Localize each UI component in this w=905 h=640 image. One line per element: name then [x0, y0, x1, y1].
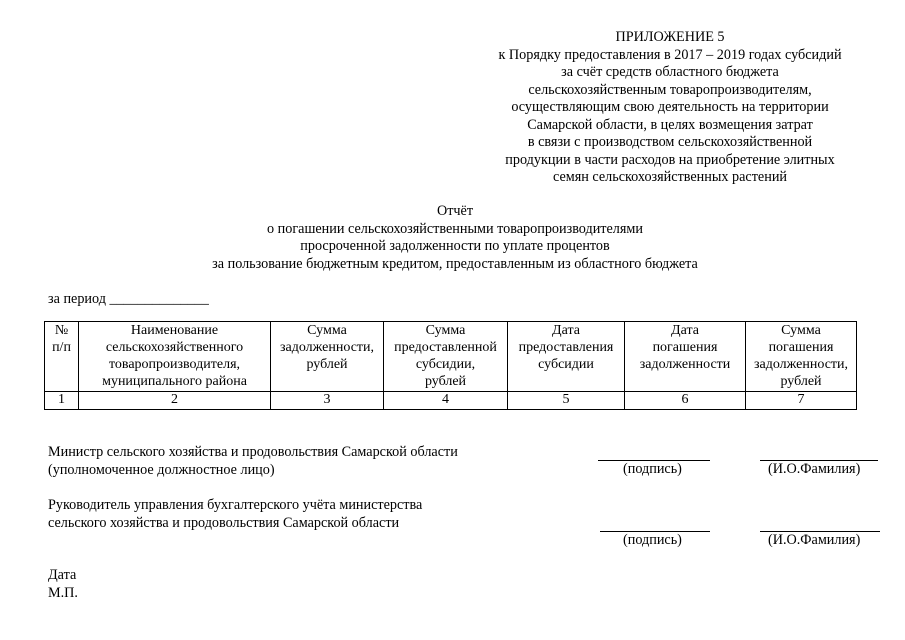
header-text: субсидии,: [415, 357, 476, 372]
header-text: погашения: [768, 340, 834, 355]
column-number: 3: [271, 392, 384, 410]
column-number: 7: [746, 392, 857, 410]
signatory-line: Министр сельского хозяйства и продовольствия Самарской области: [48, 444, 458, 460]
report-table: [44, 321, 857, 410]
period-blank: ______________: [109, 291, 209, 307]
header-text: п/п: [52, 340, 71, 355]
report-title-line: за пользование бюджетным кредитом, предоставленным из областного бюджета: [212, 255, 698, 272]
header-text: задолженности,: [279, 340, 375, 355]
column-number: 1: [45, 392, 79, 410]
report-title-line: о погашении сельскохозяйственными товаропроизводителями: [267, 220, 643, 237]
column-number: 4: [384, 392, 508, 410]
header-cell: [271, 322, 384, 392]
header-text: Дата: [552, 323, 580, 338]
header-text: предоставления: [518, 340, 614, 355]
header-text: Сумма: [425, 323, 466, 338]
header-cell: [45, 322, 79, 392]
appendix-header: [440, 29, 900, 187]
header-text: сельскохозяйственного: [105, 340, 244, 355]
header-cell: [384, 322, 508, 392]
date-label: Дата: [48, 567, 77, 583]
header-text: товаропроизводителя,: [108, 357, 241, 372]
appendix-line: семян сельскохозяйственных растений: [552, 169, 788, 185]
header-cell: [79, 322, 271, 392]
appendix-line: сельскохозяйственным товаропроизводителям,: [528, 81, 812, 98]
header-text: Дата: [671, 323, 699, 338]
header-text: рублей: [780, 374, 822, 389]
header-text: №: [54, 323, 69, 338]
signatory-accounting-head: [48, 497, 422, 532]
footer-block: [48, 567, 78, 602]
appendix-line: за счёт средств областного бюджета: [561, 64, 779, 80]
signatory-line: Руководитель управления бухгалтерского учёта министерства: [48, 497, 423, 513]
header-cell: [746, 322, 857, 392]
header-text: предоставленной: [394, 340, 497, 355]
signatory-minister: [48, 444, 458, 479]
header-text: субсидии: [538, 357, 594, 372]
header-text: рублей: [424, 374, 467, 389]
table-header-row: [45, 322, 857, 392]
signature-caption: (подпись): [623, 461, 682, 477]
appendix-line: ПРИЛОЖЕНИЕ 5: [615, 29, 725, 45]
appendix-line: Самарской области, в целях возмещения затрат: [527, 116, 813, 133]
report-title: [105, 203, 805, 273]
name-caption: (И.О.Фамилия): [768, 532, 861, 548]
period-label: за период: [48, 291, 106, 307]
report-title-line: Отчёт: [436, 203, 474, 219]
header-text: погашения: [652, 340, 718, 355]
column-number-row: [45, 392, 857, 410]
appendix-line: к Порядку предоставления в 2017 – 2019 годах субсидий: [498, 46, 842, 63]
header-text: Сумма: [781, 323, 821, 338]
signature-caption: (подпись): [623, 532, 682, 548]
column-number: 5: [508, 392, 625, 410]
header-text: задолженности,: [753, 357, 849, 372]
report-title-line: просроченной задолженности по уплате процентов: [300, 238, 610, 254]
appendix-line: осуществляющим свою деятельность на территории: [511, 99, 829, 115]
column-number: 2: [79, 392, 271, 410]
column-number: 6: [625, 392, 746, 410]
appendix-line: продукции в части расходов на приобретение элитных: [505, 151, 835, 168]
appendix-line: в связи с производством сельскохозяйственной: [527, 134, 813, 150]
name-caption: (И.О.Фамилия): [768, 461, 861, 477]
header-text: Наименование: [130, 323, 219, 338]
header-text: рублей: [306, 357, 348, 372]
period-field: [48, 291, 209, 309]
signatory-line: сельского хозяйства и продовольствия Самарской области: [48, 514, 400, 531]
stamp-label: М.П.: [48, 584, 78, 601]
header-text: муниципального района: [102, 374, 247, 389]
header-text: Сумма: [307, 323, 347, 338]
header-cell: [625, 322, 746, 392]
signatory-line: (уполномоченное должностное лицо): [48, 461, 275, 478]
header-text: задолженности: [639, 357, 731, 372]
header-cell: [508, 322, 625, 392]
